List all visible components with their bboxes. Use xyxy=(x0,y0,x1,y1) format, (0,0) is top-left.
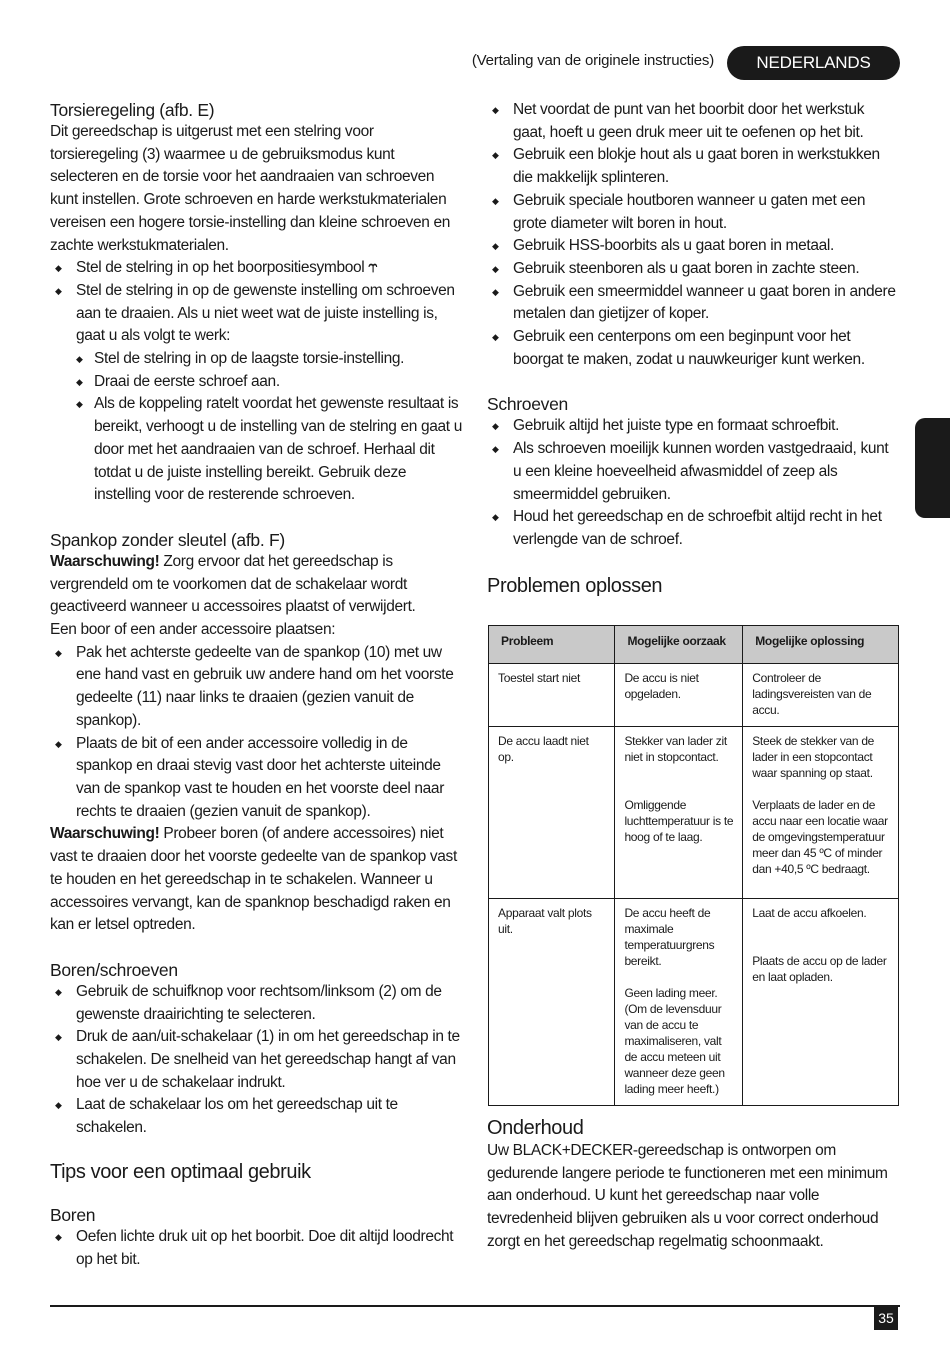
cause-text: De accu heeft de maximale temperatuurgrens bereikt. xyxy=(624,906,715,968)
solution-text: Verplaats de lader en de accu naar een locatie waar de omgevingstemperatuur meer dan 45 ºC of minder dan +40,5 ºC bedraagt. xyxy=(752,798,888,876)
table-cell: De accu is niet opgeladen. xyxy=(615,664,743,727)
right-column xyxy=(487,99,900,598)
table-cell xyxy=(615,727,743,899)
torsie-sub-list xyxy=(50,348,465,507)
list-item: ◆ Gebruik een smeermiddel wanneer u gaat boren in andere metalen dan gietijzer of koper. xyxy=(487,281,900,326)
table-header-row xyxy=(489,626,899,664)
column-header: Mogelijke oorzaak xyxy=(615,626,743,664)
spankop-list xyxy=(50,642,465,824)
torsie-list xyxy=(50,257,465,348)
list-item: ◆ Net voordat de punt van het boorbit door het werkstuk gaat, hoeft u geen druk meer uit te oefenen op het bit. xyxy=(487,99,900,144)
table-row xyxy=(489,899,899,1106)
table-cell xyxy=(743,899,899,1106)
onderhoud-heading: Onderhoud xyxy=(487,1117,584,1139)
spankop-warning-2: Waarschuwing! Probeer boren (of andere accessoires) niet vast te draaien door het voorste gedeelte van de spankop vast te houden en het gereedschap in te schakelen. Wanneer u accessoires vervangt, kan de spanknop beschadigd raken en kan er letsel optreden. xyxy=(50,825,457,934)
solution-text: Plaats de accu op de lader en laat opladen. xyxy=(752,954,887,984)
list-item: ◆ Gebruik een centerpons om een beginpunt voor het boorgat te maken, zodat u nauwkeuriger kunt werken. xyxy=(487,326,900,371)
cause-text: Stekker van lader zit niet in stopcontact. xyxy=(624,734,727,764)
spankop-warning-1: Waarschuwing! Zorg ervoor dat het gereedschap is vergrendeld om te voorkomen dat de schakelaar wordt geactiveerd wanneer u accessoires plaatst of verwijdert. xyxy=(50,552,416,616)
tips-heading: Tips voor een optimaal gebruik xyxy=(50,1160,311,1183)
torsie-intro: Dit gereedschap is uitgerust met een stelring voor torsieregeling (3) waarmee u de gebruiksmodus kunt selecteren en de torsie voor het aandraaien van schroeven kunt instellen. Grote schroeven en harde werkstukmaterialen vereisen een hogere torsie-instelling dan kleine schroeven en zachte werkstukmaterialen. xyxy=(50,123,450,254)
cause-text: Geen lading meer. (Om de levensduur van de accu te maximaliseren, valt de accu meteen uit wanneer deze geen lading meer heeft.) xyxy=(624,986,725,1096)
boren-schroeven-heading: Boren/schroeven xyxy=(50,959,178,980)
boren-list xyxy=(50,1226,465,1271)
list-item: ◆ Plaats de bit of een ander accessoire volledig in de spankop en draai stevig vast door het achterste uiteinde van de spankop vast te houden en het voorste deel naar rechts te draaien (gezien vanuit de spankop). xyxy=(50,733,465,824)
list-item: ◆ Pak het achterste gedeelte van de spankop (10) met uw ene hand vast en gebruik uw andere hand om het voorste gedeelte (11) naar links te draaien (gezien vanuit de spankop). xyxy=(50,642,465,733)
list-item: ◆ Stel de stelring in op de laagste torsie-instelling. xyxy=(50,348,465,371)
boren-list-continued xyxy=(487,99,900,371)
list-item: ◆ Als schroeven moeilijk kunnen worden vastgedraaid, kunt u een kleine hoeveelheid afwasmiddel of zeep als smeermiddel gebruiken. xyxy=(487,438,900,506)
warning-label: Waarschuwing! xyxy=(50,552,160,570)
list-item: ◆ Houd het gereedschap en de schroefbit altijd recht in het verlengde van de schroef. xyxy=(487,506,900,551)
solution-text: Steek de stekker van de lader in een stopcontact waar spanning op staat. xyxy=(752,734,875,780)
solution-text: Laat de accu afkoelen. xyxy=(752,906,867,920)
torsie-heading: Torsieregeling (afb. E) xyxy=(50,100,215,120)
table-cell: Apparaat valt plots uit. xyxy=(489,899,615,1106)
schroeven-list xyxy=(487,415,900,551)
table-cell: Toestel start niet xyxy=(489,664,615,727)
table-row xyxy=(489,664,899,727)
left-column xyxy=(50,99,465,1271)
column-header: Probleem xyxy=(489,626,615,664)
language-badge: NEDERLANDS xyxy=(727,46,900,80)
list-item: ◆ Als de koppeling ratelt voordat het gewenste resultaat is bereikt, verhoogt u de instelling van de stelring en gaat u door met het aandraaien van de schroef. Herhaal dit totdat u de juiste instelling bereikt. Gebruik deze instelling voor de resterende schroeven. xyxy=(50,393,465,507)
boren-schroeven-list xyxy=(50,981,465,1140)
list-item: ◆ Gebruik speciale houtboren wanneer u gaten met een grote diameter wilt boren in hout. xyxy=(487,190,900,235)
spankop-heading: Spankop zonder sleutel (afb. F) xyxy=(50,529,285,550)
list-item: ◆ Gebruik de schuifknop voor rechtsom/linksom (2) om de gewenste draairichting te selecteren. xyxy=(50,981,465,1026)
list-item: ◆ Gebruik HSS-boorbits als u gaat boren in metaal. xyxy=(487,235,900,258)
translation-note: (Vertaling van de originele instructies) xyxy=(471,52,714,69)
list-item: ◆ Gebruik steenboren als u gaat boren in zachte steen. xyxy=(487,258,900,281)
warning-label: Waarschuwing! xyxy=(50,825,160,843)
list-item: ◆ Gebruik een blokje hout als u gaat boren in werkstukken die makkelijk splinteren. xyxy=(487,144,900,189)
cause-text: Omliggende luchttemperatuur is te hoog of te laag. xyxy=(624,798,734,844)
list-item: ◆ Stel de stelring in op de gewenste instelling om schroeven aan te draaien. Als u niet weet wat de juiste instelling is, gaat u als volgt te werk: xyxy=(50,280,465,348)
section-tab-marker xyxy=(915,418,950,518)
drill-position-icon: ⥾ xyxy=(368,259,378,277)
list-item-text: Stel de stelring in op het boorpositiesymbool xyxy=(76,259,365,277)
list-item: ◆ Laat de schakelaar los om het gereedschap uit te schakelen. xyxy=(50,1094,465,1139)
list-item: ◆ Druk de aan/uit-schakelaar (1) in om het gereedschap in te schakelen. De snelheid van het gereedschap hangt af van hoe ver u de schakelaar indrukt. xyxy=(50,1026,465,1094)
list-item: ◆ Gebruik altijd het juiste type en formaat schroefbit. xyxy=(487,415,900,438)
problemen-heading: Problemen oplossen xyxy=(487,574,663,597)
list-item: ◆ Oefen lichte druk uit op het boorbit. Doe dit altijd loodrecht op het bit. xyxy=(50,1226,465,1271)
onderhoud-text: Uw BLACK+DECKER-gereedschap is ontworpen om gedurende langere periode te functioneren met een minimum aan onderhoud. U kunt het gereedschap naar volle tevredenheid blijven gebruiken als u voor correct onderhoud zorgt en het gereedschap regelmatig schoonmaakt. xyxy=(487,1142,888,1250)
table-cell xyxy=(743,727,899,899)
table-cell: Controleer de ladingsvereisten van de accu. xyxy=(743,664,899,727)
footer-rule xyxy=(50,1305,900,1307)
list-item xyxy=(50,257,465,280)
list-item: ◆ Draai de eerste schroef aan. xyxy=(50,371,465,394)
troubleshooting-table xyxy=(488,625,899,1106)
schroeven-heading: Schroeven xyxy=(487,394,568,415)
onderhoud-section xyxy=(487,1116,900,1254)
boren-heading: Boren xyxy=(50,1204,96,1225)
column-header: Mogelijke oplossing xyxy=(743,626,899,664)
page-number: 35 xyxy=(874,1306,898,1330)
spankop-intro: Een boor of een ander accessoire plaatsen: xyxy=(50,621,336,639)
table-row xyxy=(489,727,899,899)
table-cell: De accu laadt niet op. xyxy=(489,727,615,899)
table-cell xyxy=(615,899,743,1106)
